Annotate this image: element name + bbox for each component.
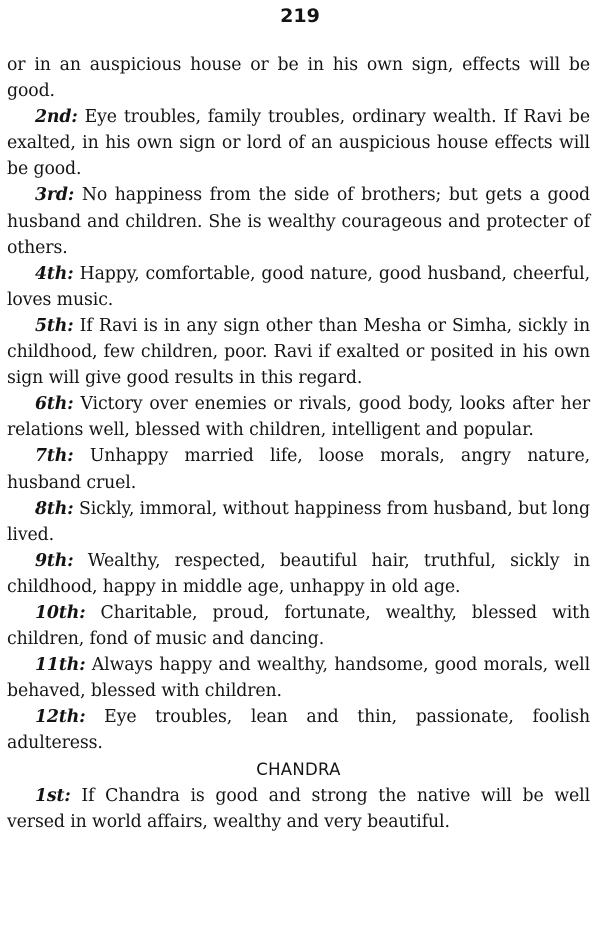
house-text: If Ravi is in any sign other than Mesha or Simha, sickly in childhood, few children, poor. Ravi if exalted or posited in his own sign will give good results in this regard. <box>7 315 590 389</box>
house-text: Victory over enemies or rivals, good body, looks after her relations well, blessed with children, intelligent and popular. <box>7 394 590 441</box>
house-label: 9th: <box>35 550 74 571</box>
house-text: Sickly, immoral, without happiness from husband, but long lived. <box>7 498 590 545</box>
page-text-body <box>7 52 590 835</box>
house-paragraph-11th <box>7 652 590 704</box>
house-label: 7th: <box>35 446 74 467</box>
house-label: 1st: <box>35 785 71 806</box>
section-heading-chandra: CHANDRA <box>256 759 341 779</box>
page-number: 219 <box>280 5 320 27</box>
house-paragraph-4th <box>7 261 590 313</box>
house-label: 5th: <box>35 315 74 336</box>
house-label: 3rd: <box>35 185 75 206</box>
house-text: Unhappy married life, loose morals, angry nature, husband cruel. <box>7 446 590 493</box>
house-paragraph-9th <box>7 548 590 600</box>
house-text: If Chandra is good and strong the native will be well versed in world affairs, wealthy and very beautiful. <box>7 785 590 832</box>
house-paragraph-2nd <box>7 104 590 182</box>
house-paragraph-10th <box>7 600 590 652</box>
house-text: Always happy and wealthy, handsome, good morals, well behaved, blessed with children. <box>7 655 590 702</box>
house-text: Happy, comfortable, good nature, good husband, cheerful, loves music. <box>7 263 590 310</box>
house-text: Eye troubles, family troubles, ordinary wealth. If Ravi be exalted, in his own sign or lord of an auspicious house effects will be good. <box>7 107 590 180</box>
house-label: 8th: <box>35 498 74 519</box>
house-text: Charitable, proud, fortunate, wealthy, blessed with children, fond of music and dancing. <box>7 602 590 650</box>
house-label: 10th: <box>35 602 86 623</box>
house-paragraph-8th <box>7 496 590 548</box>
house-label: 6th: <box>35 394 74 415</box>
house-paragraph-3rd <box>7 182 590 260</box>
house-paragraph-6th <box>7 391 590 443</box>
house-label: 11th: <box>35 655 86 676</box>
intro-paragraph: or in an auspicious house or be in his own sign, effects will be good. <box>7 55 590 102</box>
house-paragraph-12th <box>7 704 590 756</box>
house-label: 4th: <box>35 263 74 284</box>
house-paragraph-5th <box>7 313 590 391</box>
house-text: Eye troubles, lean and thin, passionate, foolish adulteress. <box>7 707 590 754</box>
chandra-paragraph-1st <box>7 783 590 835</box>
house-label: 2nd: <box>35 107 78 128</box>
house-paragraph-7th <box>7 443 590 495</box>
house-text: Wealthy, respected, beautiful hair, truthful, sickly in childhood, happy in middle age, unhappy in old age. <box>7 550 590 597</box>
house-label: 12th: <box>35 707 86 728</box>
house-text: No happiness from the side of brothers; but gets a good husband and children. She is wealthy courageous and protecter of others. <box>7 185 590 258</box>
